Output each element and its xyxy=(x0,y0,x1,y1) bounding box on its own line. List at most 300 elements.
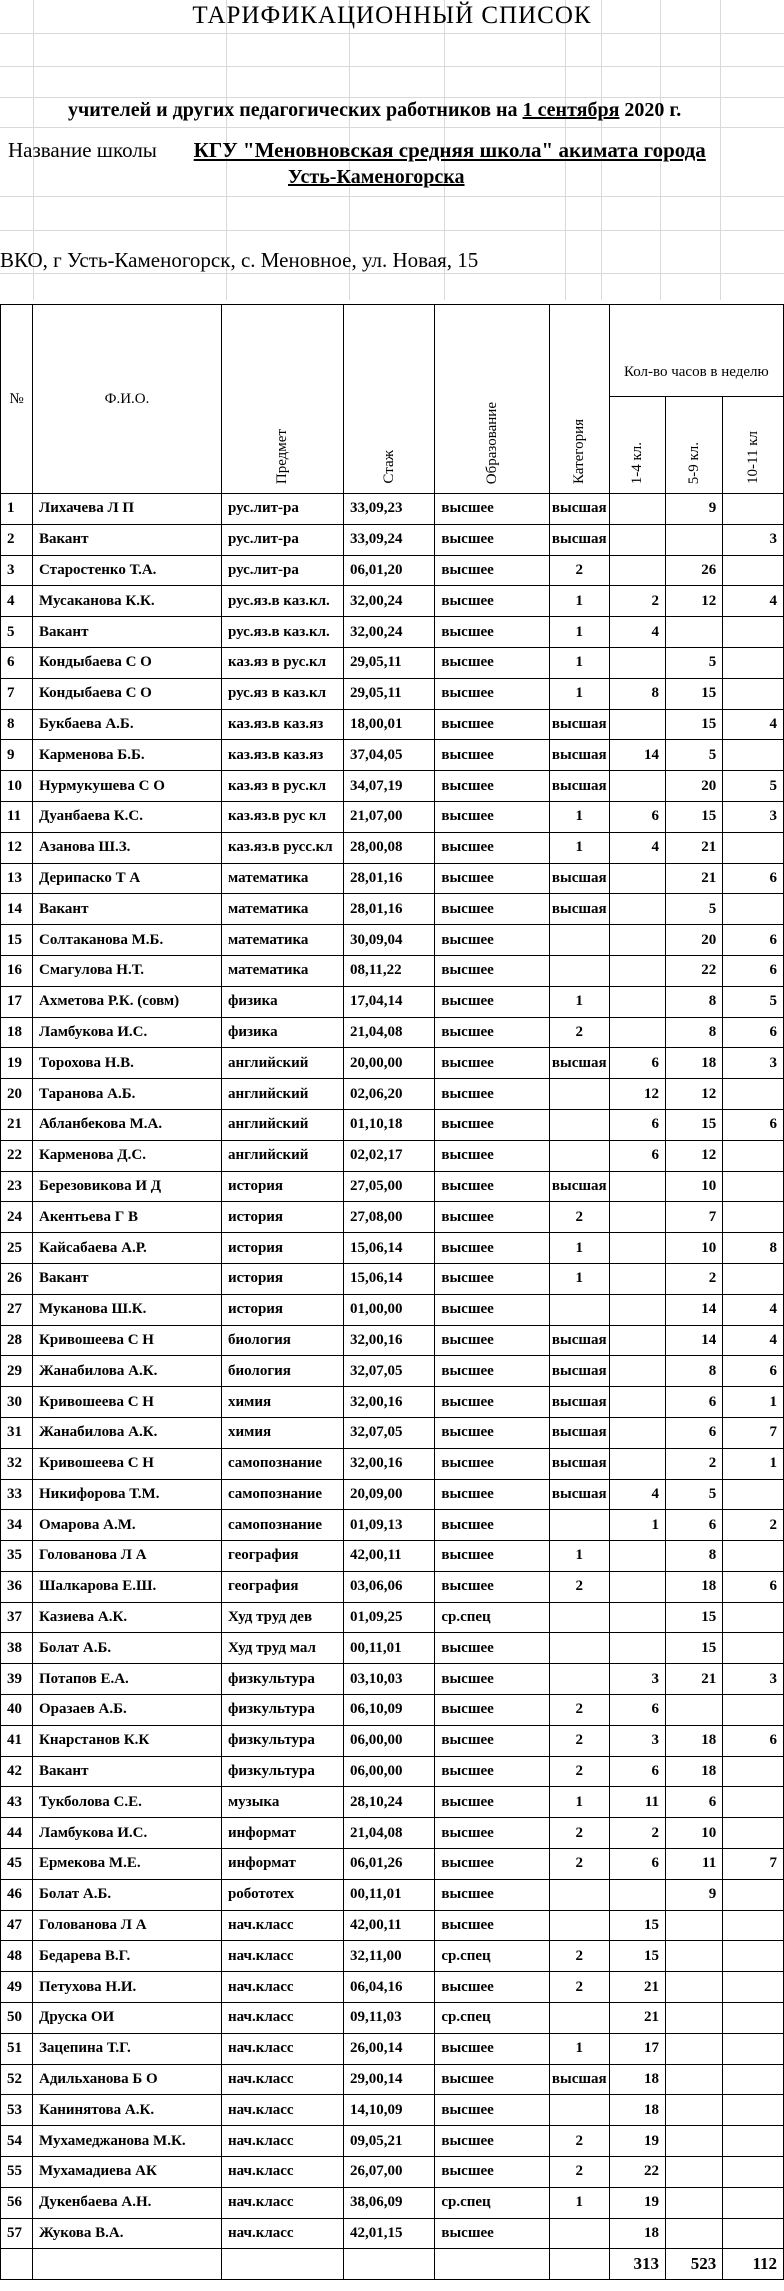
totals-blank xyxy=(549,2249,609,2280)
cell-education: высшее xyxy=(435,1725,550,1756)
cell-stazh: 33,09,23 xyxy=(343,494,434,525)
cell-num: 42 xyxy=(1,1756,33,1787)
header-g2-label: 5-9 кл. xyxy=(685,441,702,484)
table-row xyxy=(1,894,784,925)
table-row xyxy=(1,832,784,863)
gridline xyxy=(0,273,784,274)
header-stazh xyxy=(343,305,434,494)
cell-subject: Худ труд дев xyxy=(221,1602,343,1633)
cell-g1: 18 xyxy=(609,2218,665,2249)
cell-education: высшее xyxy=(435,1664,550,1695)
header-g1-label: 1-4 кл. xyxy=(628,441,645,484)
total-g2: 523 xyxy=(666,2249,723,2280)
cell-g1 xyxy=(609,1541,665,1572)
cell-g3: 4 xyxy=(723,586,784,617)
cell-education: высшее xyxy=(435,1510,550,1541)
cell-g1 xyxy=(609,1294,665,1325)
table-row xyxy=(1,647,784,678)
cell-stazh: 42,01,15 xyxy=(343,2218,434,2249)
cell-stazh: 32,07,05 xyxy=(343,1356,434,1387)
cell-g2: 5 xyxy=(666,1479,723,1510)
cell-stazh: 02,06,20 xyxy=(343,1079,434,1110)
cell-education: высшее xyxy=(435,2033,550,2064)
table-row xyxy=(1,1202,784,1233)
totals-blank xyxy=(435,2249,550,2280)
cell-category xyxy=(549,2003,609,2034)
cell-g1: 21 xyxy=(609,2003,665,2034)
table-row xyxy=(1,1633,784,1664)
cell-education: высшее xyxy=(435,1818,550,1849)
cell-g2: 21 xyxy=(666,863,723,894)
cell-g3 xyxy=(723,1695,784,1726)
cell-category xyxy=(549,1294,609,1325)
cell-g1: 12 xyxy=(609,1079,665,1110)
cell-education: высшее xyxy=(435,1756,550,1787)
table-row xyxy=(1,1325,784,1356)
cell-fio: Кондыбаева С О xyxy=(33,678,222,709)
table-row xyxy=(1,2095,784,2126)
cell-g1: 15 xyxy=(609,1941,665,1972)
cell-subject: физкультура xyxy=(221,1664,343,1695)
cell-education: высшее xyxy=(435,1171,550,1202)
cell-g1 xyxy=(609,1633,665,1664)
cell-g3: 1 xyxy=(723,1448,784,1479)
table-row xyxy=(1,1263,784,1294)
gridline xyxy=(0,66,784,67)
cell-g1 xyxy=(609,1202,665,1233)
cell-g1 xyxy=(609,894,665,925)
cell-g2: 2 xyxy=(666,1448,723,1479)
cell-fio: Друска ОИ xyxy=(33,2003,222,2034)
cell-education: высшее xyxy=(435,1387,550,1418)
cell-g2: 8 xyxy=(666,1541,723,1572)
cell-education: высшее xyxy=(435,617,550,648)
cell-subject: нач.класс xyxy=(221,1972,343,2003)
subtitle-date: 1 сентября xyxy=(522,99,620,121)
cell-subject: история xyxy=(221,1233,343,1264)
cell-stazh: 32,07,05 xyxy=(343,1417,434,1448)
cell-g3: 6 xyxy=(723,1109,784,1140)
cell-g3: 7 xyxy=(723,1849,784,1880)
cell-education: высшее xyxy=(435,1849,550,1880)
header-stazh-label: Стаж xyxy=(380,450,397,484)
cell-num: 17 xyxy=(1,986,33,1017)
cell-education: высшее xyxy=(435,2218,550,2249)
cell-stazh: 08,11,22 xyxy=(343,955,434,986)
cell-education: высшее xyxy=(435,1910,550,1941)
cell-g1: 18 xyxy=(609,2064,665,2095)
cell-g2: 10 xyxy=(666,1818,723,1849)
cell-education: высшее xyxy=(435,955,550,986)
cell-subject: каз.яз в рус.кл xyxy=(221,647,343,678)
cell-stazh: 09,05,21 xyxy=(343,2126,434,2157)
cell-num: 48 xyxy=(1,1941,33,1972)
cell-g1: 11 xyxy=(609,1787,665,1818)
cell-g1: 19 xyxy=(609,2126,665,2157)
table-row xyxy=(1,494,784,525)
cell-g2: 8 xyxy=(666,1356,723,1387)
cell-fio: Жанабилова А.К. xyxy=(33,1417,222,1448)
cell-fio: Омарова А.М. xyxy=(33,1510,222,1541)
cell-g2: 5 xyxy=(666,894,723,925)
cell-g1: 6 xyxy=(609,801,665,832)
header-category-label: Категория xyxy=(570,419,587,484)
header-category xyxy=(549,305,609,494)
cell-g3 xyxy=(723,1910,784,1941)
cell-g1: 1 xyxy=(609,1510,665,1541)
cell-education: высшее xyxy=(435,1448,550,1479)
cell-subject: каз.яз в рус.кл xyxy=(221,771,343,802)
cell-g1: 8 xyxy=(609,678,665,709)
cell-fio: Голованова Л А xyxy=(33,1541,222,1572)
totals-blank xyxy=(33,2249,222,2280)
subtitle-suffix: 2020 г. xyxy=(619,99,682,121)
table-row xyxy=(1,1910,784,1941)
cell-fio: Мусаканова К.К. xyxy=(33,586,222,617)
total-g1: 313 xyxy=(609,2249,665,2280)
cell-stazh: 32,11,00 xyxy=(343,1941,434,1972)
cell-num: 26 xyxy=(1,1263,33,1294)
cell-stazh: 32,00,16 xyxy=(343,1325,434,1356)
cell-category: высшая xyxy=(549,1048,609,1079)
table-row xyxy=(1,1356,784,1387)
cell-fio: Жанабилова А.К. xyxy=(33,1356,222,1387)
cell-g3 xyxy=(723,1202,784,1233)
cell-g3 xyxy=(723,1756,784,1787)
header-g1 xyxy=(609,397,665,494)
cell-g3 xyxy=(723,2095,784,2126)
cell-num: 12 xyxy=(1,832,33,863)
cell-education: высшее xyxy=(435,1140,550,1171)
table-row xyxy=(1,1017,784,1048)
cell-subject: нач.класс xyxy=(221,2064,343,2095)
cell-stazh: 06,00,00 xyxy=(343,1756,434,1787)
cell-stazh: 00,11,01 xyxy=(343,1879,434,1910)
cell-subject: нач.класс xyxy=(221,1941,343,1972)
cell-category xyxy=(549,1140,609,1171)
cell-g1 xyxy=(609,555,665,586)
cell-fio: Казиева А.К. xyxy=(33,1602,222,1633)
header-g3 xyxy=(723,397,784,494)
cell-g3 xyxy=(723,1263,784,1294)
cell-g1: 19 xyxy=(609,2187,665,2218)
table-body xyxy=(1,494,784,2249)
cell-num: 24 xyxy=(1,1202,33,1233)
cell-g1 xyxy=(609,1571,665,1602)
table-row xyxy=(1,2218,784,2249)
cell-num: 37 xyxy=(1,1602,33,1633)
tariff-table xyxy=(0,304,784,2280)
cell-subject: английский xyxy=(221,1109,343,1140)
cell-category xyxy=(549,2095,609,2126)
cell-g3 xyxy=(723,1941,784,1972)
cell-category: 1 xyxy=(549,1263,609,1294)
table-row xyxy=(1,2033,784,2064)
cell-g2: 8 xyxy=(666,986,723,1017)
cell-g2: 9 xyxy=(666,1879,723,1910)
cell-num: 57 xyxy=(1,2218,33,2249)
cell-category: высшая xyxy=(549,863,609,894)
cell-fio: Кривошеева С Н xyxy=(33,1448,222,1479)
cell-stazh: 15,06,14 xyxy=(343,1233,434,1264)
cell-stazh: 29,00,14 xyxy=(343,2064,434,2095)
cell-num: 53 xyxy=(1,2095,33,2126)
gridline xyxy=(0,33,784,34)
cell-g1 xyxy=(609,1017,665,1048)
cell-g3 xyxy=(723,1633,784,1664)
document-title: ТАРИФИКАЦИОННЫЙ СПИСОК xyxy=(192,2,592,29)
cell-subject: английский xyxy=(221,1079,343,1110)
cell-fio: Болат А.Б. xyxy=(33,1879,222,1910)
cell-g1: 15 xyxy=(609,1910,665,1941)
table-row xyxy=(1,1387,784,1418)
cell-g2: 9 xyxy=(666,494,723,525)
cell-category: высшая xyxy=(549,524,609,555)
cell-education: высшее xyxy=(435,1633,550,1664)
cell-fio: Мухамадиева АК xyxy=(33,2157,222,2188)
cell-g2 xyxy=(666,1941,723,1972)
table-row xyxy=(1,617,784,648)
cell-g1: 17 xyxy=(609,2033,665,2064)
cell-subject: рус.лит-ра xyxy=(221,555,343,586)
cell-num: 25 xyxy=(1,1233,33,1264)
cell-category: 1 xyxy=(549,2033,609,2064)
cell-g3 xyxy=(723,1479,784,1510)
cell-g3 xyxy=(723,1818,784,1849)
cell-g3 xyxy=(723,2064,784,2095)
cell-fio: Вакант xyxy=(33,894,222,925)
totals-blank xyxy=(343,2249,434,2280)
table-row xyxy=(1,925,784,956)
cell-fio: Канинятова А.К. xyxy=(33,2095,222,2126)
cell-g2 xyxy=(666,524,723,555)
cell-g3 xyxy=(723,617,784,648)
cell-education: высшее xyxy=(435,586,550,617)
cell-num: 34 xyxy=(1,1510,33,1541)
cell-fio: Ламбукова И.С. xyxy=(33,1818,222,1849)
cell-g1 xyxy=(609,1879,665,1910)
cell-g2: 26 xyxy=(666,555,723,586)
cell-category: высшая xyxy=(549,771,609,802)
cell-education: высшее xyxy=(435,801,550,832)
cell-fio: Торохова Н.В. xyxy=(33,1048,222,1079)
cell-subject: английский xyxy=(221,1048,343,1079)
table-row xyxy=(1,1571,784,1602)
school-name-cont: Усть-Каменогорска xyxy=(288,166,465,188)
cell-g3 xyxy=(723,678,784,709)
cell-num: 47 xyxy=(1,1910,33,1941)
cell-stazh: 01,09,25 xyxy=(343,1602,434,1633)
cell-stazh: 42,00,11 xyxy=(343,1541,434,1572)
cell-fio: Шалкарова Е.Ш. xyxy=(33,1571,222,1602)
cell-g1: 4 xyxy=(609,832,665,863)
cell-subject: нач.класс xyxy=(221,2218,343,2249)
cell-category: 1 xyxy=(549,647,609,678)
cell-g1 xyxy=(609,1356,665,1387)
cell-category xyxy=(549,1602,609,1633)
table-row xyxy=(1,1294,784,1325)
cell-fio: Березовикова И Д xyxy=(33,1171,222,1202)
cell-g1: 2 xyxy=(609,586,665,617)
cell-stazh: 18,00,01 xyxy=(343,709,434,740)
cell-category: 1 xyxy=(549,2187,609,2218)
cell-g2 xyxy=(666,2126,723,2157)
cell-num: 44 xyxy=(1,1818,33,1849)
cell-category: 2 xyxy=(549,1756,609,1787)
cell-education: высшее xyxy=(435,1294,550,1325)
table-row xyxy=(1,863,784,894)
cell-education: высшее xyxy=(435,1479,550,1510)
cell-g1 xyxy=(609,1602,665,1633)
cell-g3: 8 xyxy=(723,1233,784,1264)
cell-education: высшее xyxy=(435,1048,550,1079)
cell-fio: Тукболова С.Е. xyxy=(33,1787,222,1818)
cell-category: 2 xyxy=(549,555,609,586)
cell-fio: Мухамеджанова М.К. xyxy=(33,2126,222,2157)
cell-g2: 8 xyxy=(666,1017,723,1048)
cell-subject: география xyxy=(221,1541,343,1572)
totals-blank xyxy=(221,2249,343,2280)
header-hours: Кол-во часов в неделю xyxy=(609,349,783,397)
cell-subject: физика xyxy=(221,986,343,1017)
cell-subject: физкультура xyxy=(221,1756,343,1787)
cell-category: высшая xyxy=(549,894,609,925)
cell-num: 6 xyxy=(1,647,33,678)
cell-education: высшее xyxy=(435,647,550,678)
cell-g3: 6 xyxy=(723,1356,784,1387)
cell-fio: Дуанбаева К.С. xyxy=(33,801,222,832)
cell-stazh: 21,04,08 xyxy=(343,1017,434,1048)
cell-stazh: 27,08,00 xyxy=(343,1202,434,1233)
cell-g2: 6 xyxy=(666,1417,723,1448)
table-row xyxy=(1,986,784,1017)
cell-g3: 6 xyxy=(723,925,784,956)
cell-g1 xyxy=(609,955,665,986)
total-g3: 112 xyxy=(723,2249,784,2280)
cell-num: 35 xyxy=(1,1541,33,1572)
cell-g2: 21 xyxy=(666,1664,723,1695)
cell-subject: самопознание xyxy=(221,1479,343,1510)
cell-stazh: 01,09,13 xyxy=(343,1510,434,1541)
cell-g2 xyxy=(666,1695,723,1726)
cell-subject: история xyxy=(221,1171,343,1202)
cell-education: высшее xyxy=(435,524,550,555)
cell-category xyxy=(549,1109,609,1140)
cell-g2: 15 xyxy=(666,678,723,709)
cell-g2 xyxy=(666,2095,723,2126)
cell-g2: 15 xyxy=(666,801,723,832)
cell-num: 50 xyxy=(1,2003,33,2034)
cell-num: 3 xyxy=(1,555,33,586)
cell-g2: 6 xyxy=(666,1387,723,1418)
table-row xyxy=(1,1941,784,1972)
cell-stazh: 06,01,26 xyxy=(343,1849,434,1880)
cell-fio: Кривошеева С Н xyxy=(33,1387,222,1418)
cell-g3: 4 xyxy=(723,1325,784,1356)
cell-g3: 3 xyxy=(723,1048,784,1079)
table-header-row xyxy=(1,305,784,349)
cell-num: 5 xyxy=(1,617,33,648)
cell-stazh: 27,05,00 xyxy=(343,1171,434,1202)
cell-subject: математика xyxy=(221,894,343,925)
table-row xyxy=(1,524,784,555)
cell-education: высшее xyxy=(435,709,550,740)
cell-g3 xyxy=(723,2218,784,2249)
cell-g2: 14 xyxy=(666,1325,723,1356)
cell-g2 xyxy=(666,2064,723,2095)
table-row xyxy=(1,2157,784,2188)
cell-num: 27 xyxy=(1,1294,33,1325)
cell-subject: математика xyxy=(221,863,343,894)
cell-category: 1 xyxy=(549,586,609,617)
cell-num: 8 xyxy=(1,709,33,740)
cell-stazh: 06,04,16 xyxy=(343,1972,434,2003)
cell-subject: история xyxy=(221,1263,343,1294)
cell-education: высшее xyxy=(435,1325,550,1356)
cell-fio: Солтаканова М.Б. xyxy=(33,925,222,956)
table-row xyxy=(1,2003,784,2034)
cell-num: 13 xyxy=(1,863,33,894)
cell-stazh: 34,07,19 xyxy=(343,771,434,802)
cell-num: 33 xyxy=(1,1479,33,1510)
cell-fio: Бедарева В.Г. xyxy=(33,1941,222,1972)
cell-g1: 2 xyxy=(609,1818,665,1849)
cell-stazh: 03,06,06 xyxy=(343,1571,434,1602)
cell-g3: 6 xyxy=(723,863,784,894)
cell-g3 xyxy=(723,1079,784,1110)
cell-fio: Нурмукушева С О xyxy=(33,771,222,802)
cell-g1: 6 xyxy=(609,1140,665,1171)
cell-education: высшее xyxy=(435,740,550,771)
cell-education: высшее xyxy=(435,1079,550,1110)
table-row xyxy=(1,1171,784,1202)
cell-num: 54 xyxy=(1,2126,33,2157)
cell-subject: нач.класс xyxy=(221,2033,343,2064)
cell-education: высшее xyxy=(435,1017,550,1048)
cell-g2 xyxy=(666,2003,723,2034)
cell-g1 xyxy=(609,986,665,1017)
cell-g2 xyxy=(666,1972,723,2003)
cell-category: 2 xyxy=(549,1202,609,1233)
cell-education: высшее xyxy=(435,1202,550,1233)
cell-fio: Голованова Л А xyxy=(33,1910,222,1941)
cell-num: 9 xyxy=(1,740,33,771)
cell-stazh: 14,10,09 xyxy=(343,2095,434,2126)
cell-num: 7 xyxy=(1,678,33,709)
cell-g3: 4 xyxy=(723,1294,784,1325)
school-label: Название школы xyxy=(8,138,157,162)
cell-g3: 3 xyxy=(723,1664,784,1695)
cell-num: 16 xyxy=(1,955,33,986)
cell-subject: биология xyxy=(221,1325,343,1356)
table-row xyxy=(1,1233,784,1264)
cell-g2: 7 xyxy=(666,1202,723,1233)
table-row xyxy=(1,1756,784,1787)
header-education-label: Образование xyxy=(483,401,500,484)
cell-category xyxy=(549,1664,609,1695)
cell-subject: каз.яз.в каз.яз xyxy=(221,709,343,740)
cell-fio: Вакант xyxy=(33,617,222,648)
cell-subject: география xyxy=(221,1571,343,1602)
cell-fio: Дукенбаева А.Н. xyxy=(33,2187,222,2218)
cell-category: 1 xyxy=(549,678,609,709)
cell-category: высшая xyxy=(549,1356,609,1387)
cell-g1 xyxy=(609,925,665,956)
cell-education: ср.спец xyxy=(435,1602,550,1633)
cell-stazh: 03,10,03 xyxy=(343,1664,434,1695)
cell-g3 xyxy=(723,2157,784,2188)
cell-stazh: 28,01,16 xyxy=(343,894,434,925)
